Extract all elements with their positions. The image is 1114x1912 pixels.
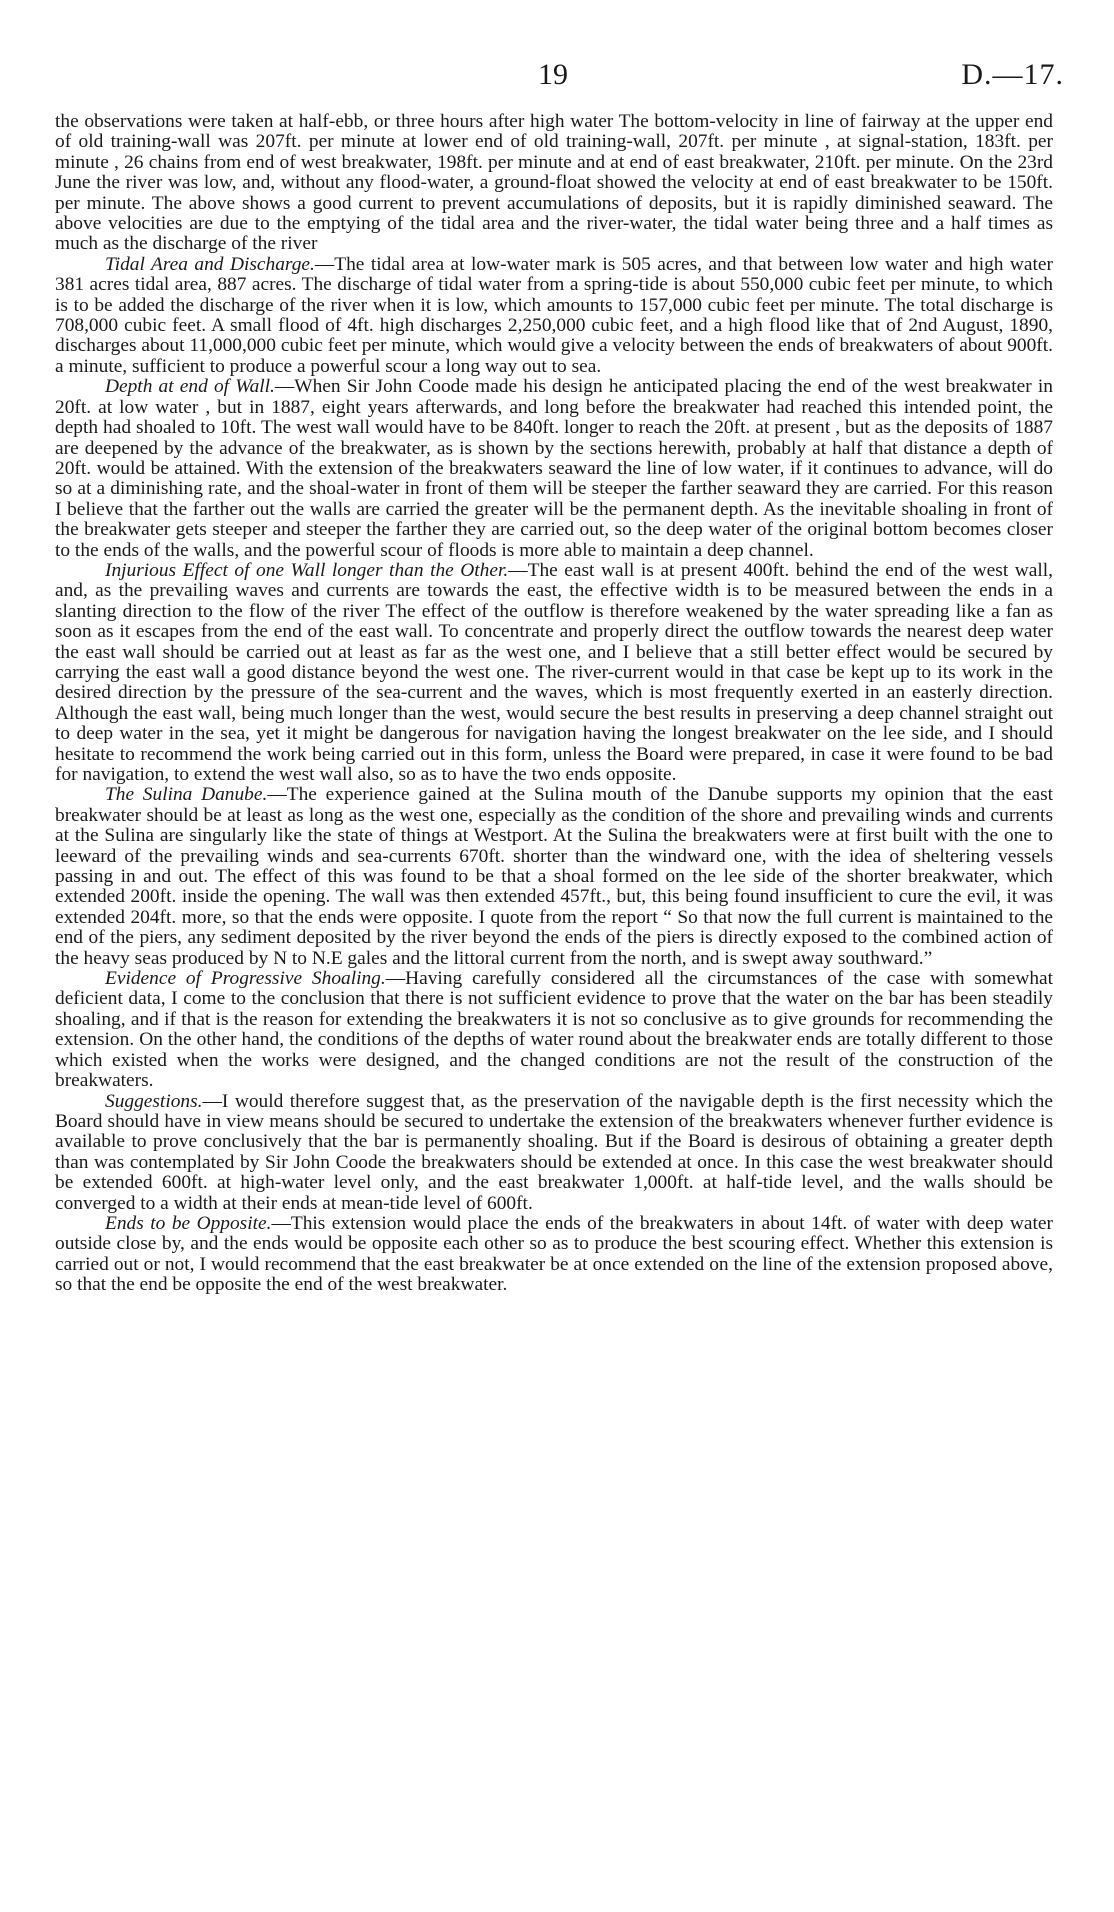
section-heading: Evidence of Progressive Shoaling. <box>105 968 386 990</box>
paragraph-text: the observations were taken at half-ebb, or three hours after high water The bottom-velocity in line of fairway at the upper end of old training-wall was 207ft. per minute at lower end of old training-wall, 207ft. per minute , at signal-station, 183ft. per minute , 26 chains from end of west breakwater, 198ft. per minute and at end of east breakwater, 210ft. per minute. On the 23rd June the river was low, and, without any flood-water, a ground-float showed the velocity at end of east breakwater to be 150ft. per minute. The above shows a good current to prevent accumulations of deposits, but it is rapidly diminished seaward. The above velocities are due to the emptying of the tidal area and the river-water, the tidal water being three and a half times as much as the discharge of the river <box>55 111 1053 255</box>
page-number: 19 <box>538 58 568 91</box>
section-heading: The Sulina Danube. <box>105 784 268 806</box>
paragraph-text: —The experience gained at the Sulina mouth of the Danube supports my opinion that the east breakwater should be at least as long as the west one, especially as the condition of the shore and prevailing winds and currents at the Sulina are singularly like the state of things at Westport. At the Sulina the breakwaters were at first built with the one to leeward of the prevailing winds and sea-currents 670ft. shorter than the windward one, with the idea of sheltering vessels passing in and out. The effect of this was found to be that a shoal formed on the lee side of the shorter breakwater, which extended 200ft. inside the opening. The wall was then extended 457ft., but, this being found insufficient to cure the evil, it was extended 204ft. more, so that the ends were opposite. I quote from the report “ So that now the full current is maintained to the end of the piers, any sediment deposited by the river beyond the ends of the piers is directly exposed to the combined action of the heavy seas produced by N to N.E gales and the littoral current from the north, and is swept away southward.” <box>55 784 1054 969</box>
page-header <box>0 58 1114 98</box>
paragraph-tidal-area <box>55 255 1053 377</box>
section-heading: Suggestions. <box>105 1090 203 1112</box>
paragraph-observations <box>55 112 1053 255</box>
section-heading: Depth at end of Wall. <box>105 376 275 398</box>
section-heading: Injurious Effect of one Wall longer than the Other. <box>105 559 509 581</box>
paragraph-progressive-shoaling <box>55 969 1053 1091</box>
paragraph-text: —I would therefore suggest that, as the preservation of the navigable depth is the first necessity which the Board should have in view means should be secured to undertake the extension of the breakwaters whenever further evidence is available to prove conclusively that the bar is permanently shoaling. But if the Board is desirous of obtaining a greater depth than was contemplated by Sir John Coode the breakwaters should be extended at once. In this case the west breakwater should be extended 600ft. at high-water level only, and the east breakwater 1,000ft. at half-tide level, and the walls should be converged to a width at their ends at mean-tide level of 600ft. <box>55 1090 1053 1214</box>
document-body <box>55 112 1053 1296</box>
document-reference: D.—17. <box>961 58 1064 91</box>
paragraph-text: —Having carefully considered all the circumstances of the case with somewhat deficient data, I come to the conclusion that there is not sufficient evidence to prove that the water on the bar has been steadily shoaling, and if that is the reason for extending the breakwaters it is not so conclusive as to give grounds for recommending the extension. On the other hand, the conditions of the depths of water round about the breakwater ends are totally different to those which existed when the works were designed, and the changed conditions are not the result of the construction of the breakwaters. <box>55 968 1054 1092</box>
paragraph-text: —This extension would place the ends of the breakwaters in about 14ft. of water with deep water outside close by, and the ends would be opposite each other so as to produce the best scouring effect. Whether this extension is carried out or not, I would recommend that the east breakwater be at once extended on the line of the extension proposed above, so that the end be opposite the end of the west breakwater. <box>55 1212 1053 1296</box>
section-heading: Tidal Area and Discharge. <box>105 253 315 275</box>
section-heading: Ends to be Opposite. <box>105 1212 272 1234</box>
paragraph-depth-at-end <box>55 377 1053 561</box>
paragraph-injurious-effect <box>55 561 1053 785</box>
paragraph-sulina-danube <box>55 785 1053 969</box>
paragraph-text: —The tidal area at low-water mark is 505 acres, and that between low water and high water 381 acres tidal area, 887 acres. The discharge of tidal water from a spring-tide is about 550,000 cubic feet per minute, to which is to be added the discharge of the river when it is low, which amounts to 157,000 cubic feet per minute. The total discharge is 708,000 cubic feet. A small flood of 4ft. high discharges 2,250,000 cubic feet, and a high flood like that of 2nd August, 1890, discharges about 11,000,000 cubic feet per minute, which would give a velocity between the ends of breakwaters of about 900ft. a minute, sufficient to produce a powerful scour a long way out to sea. <box>55 253 1053 377</box>
paragraph-ends-opposite <box>55 1214 1053 1296</box>
paragraph-text: —The east wall is at present 400ft. behind the end of the west wall, and, as the prevailing waves and currents are towards the east, the effective width is to be measured between the ends in a slanting direction to the flow of the river The effect of the outflow is therefore weakened by the water spreading like a fan as soon as it escapes from the end of the east wall. To concentrate and properly direct the outflow towards the nearest deep water the east wall should be carried out at least as far as the west one, and I believe that a still better effect would be secured by carrying the east wall a good distance beyond the west one. The river-current would in that case be kept up to its work in the desired direction by the pressure of the sea-current and the waves, which is most frequently exerted in an easterly direction. Although the east wall, being much longer than the west, would secure the best results in preserving a deep channel straight out to deep water in the sea, yet it might be dangerous for navigation having the longest breakwater on the lee side, and I should hesitate to recommend the work being carried out in this form, unless the Board were prepared, in case it were found to be bad for navigation, to extend the west wall also, so as to have the two ends opposite. <box>55 559 1053 785</box>
paragraph-suggestions <box>55 1092 1053 1214</box>
paragraph-text: —When Sir John Coode made his design he anticipated placing the end of the west breakwater in 20ft. at low water , but in 1887, eight years afterwards, and long before the breakwater had reached this intended point, the depth had shoaled to 10ft. The west wall would have to be 840ft. longer to reach the 20ft. at present , but as the deposits of 1887 are deepened by the advance of the breakwater, as is shown by the sections herewith, probably at half that distance a depth of 20ft. would be attained. With the extension of the breakwaters seaward the line of low water, if it continues to advance, will do so at a diminishing rate, and the shoal-water in front of them will be steeper the farther seaward they are carried. For this reason I believe that the farther out the walls are carried the greater will be the permanent depth. As the inevitable shoaling in front of the breakwater gets steeper and steeper the farther they are carried out, so the deep water of the original bottom becomes closer to the ends of the walls, and the powerful scour of floods is more able to maintain a deep channel. <box>55 376 1053 561</box>
